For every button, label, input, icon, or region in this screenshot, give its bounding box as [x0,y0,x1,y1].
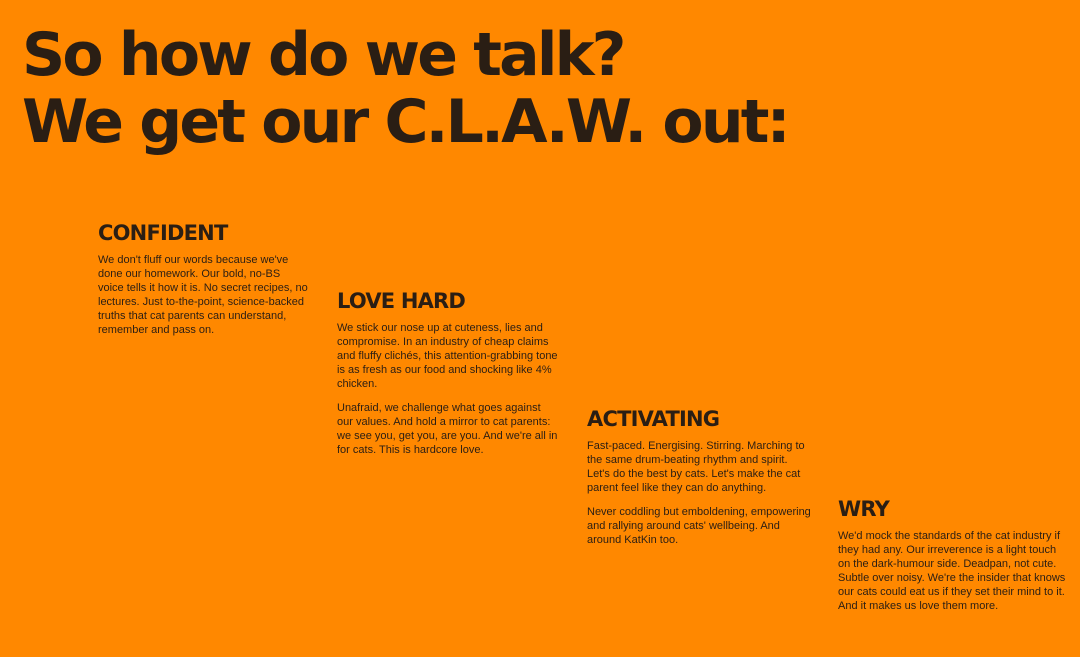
headline-line-1: So how do we talk? [22,20,624,90]
pillar-paragraph: Unafraid, we challenge what goes against our values. And hold a mirror to cat parents: we see you, get you, are you. And we're all in for cats. This is hardcore love. [337,402,558,456]
pillar-title: LOVE HARD [337,289,466,313]
pillar-paragraph: Fast-paced. Energising. Stirring. Marching to the same drum-beating rhythm and spirit. Let's do the best by cats. Let's make the cat parent feel like they can do anything. [587,440,805,494]
pillar-wry [838,496,1066,623]
pillar-title: ACTIVATING [587,407,720,431]
pillar-title: CONFIDENT [98,221,228,245]
pillar-paragraph: We'd mock the standards of the cat industry if they had any. Our irreverence is a light touch on the dark-humour side. Deadpan, not cute. Subtle over noisy. We're the insider that knows our cats could eat us if they set their mind to it. And it makes us love them more. [838,530,1066,612]
pillar-title: WRY [838,497,889,521]
pillar-activating [587,406,812,557]
page-headline [22,22,788,156]
pillar-paragraph: Never coddling but emboldening, empowering and rallying around cats' wellbeing. And around KatKin too. [587,506,811,546]
pillar-love-hard [337,288,559,467]
pillar-confident [98,220,308,347]
pillar-paragraph: We stick our nose up at cuteness, lies and compromise. In an industry of cheap claims and fluffy clichés, this attention-grabbing tone is as fresh as our food and shocking like 4% chicken. [337,322,558,390]
headline-line-2: We get our C.L.A.W. out: [22,87,788,157]
pillar-paragraph: We don't fluff our words because we've done our homework. Our bold, no-BS voice tells it how it is. No secret recipes, no lectures. Just to-the-point, science-backed truths that cat parents can understand, remember and pass on. [98,254,308,336]
